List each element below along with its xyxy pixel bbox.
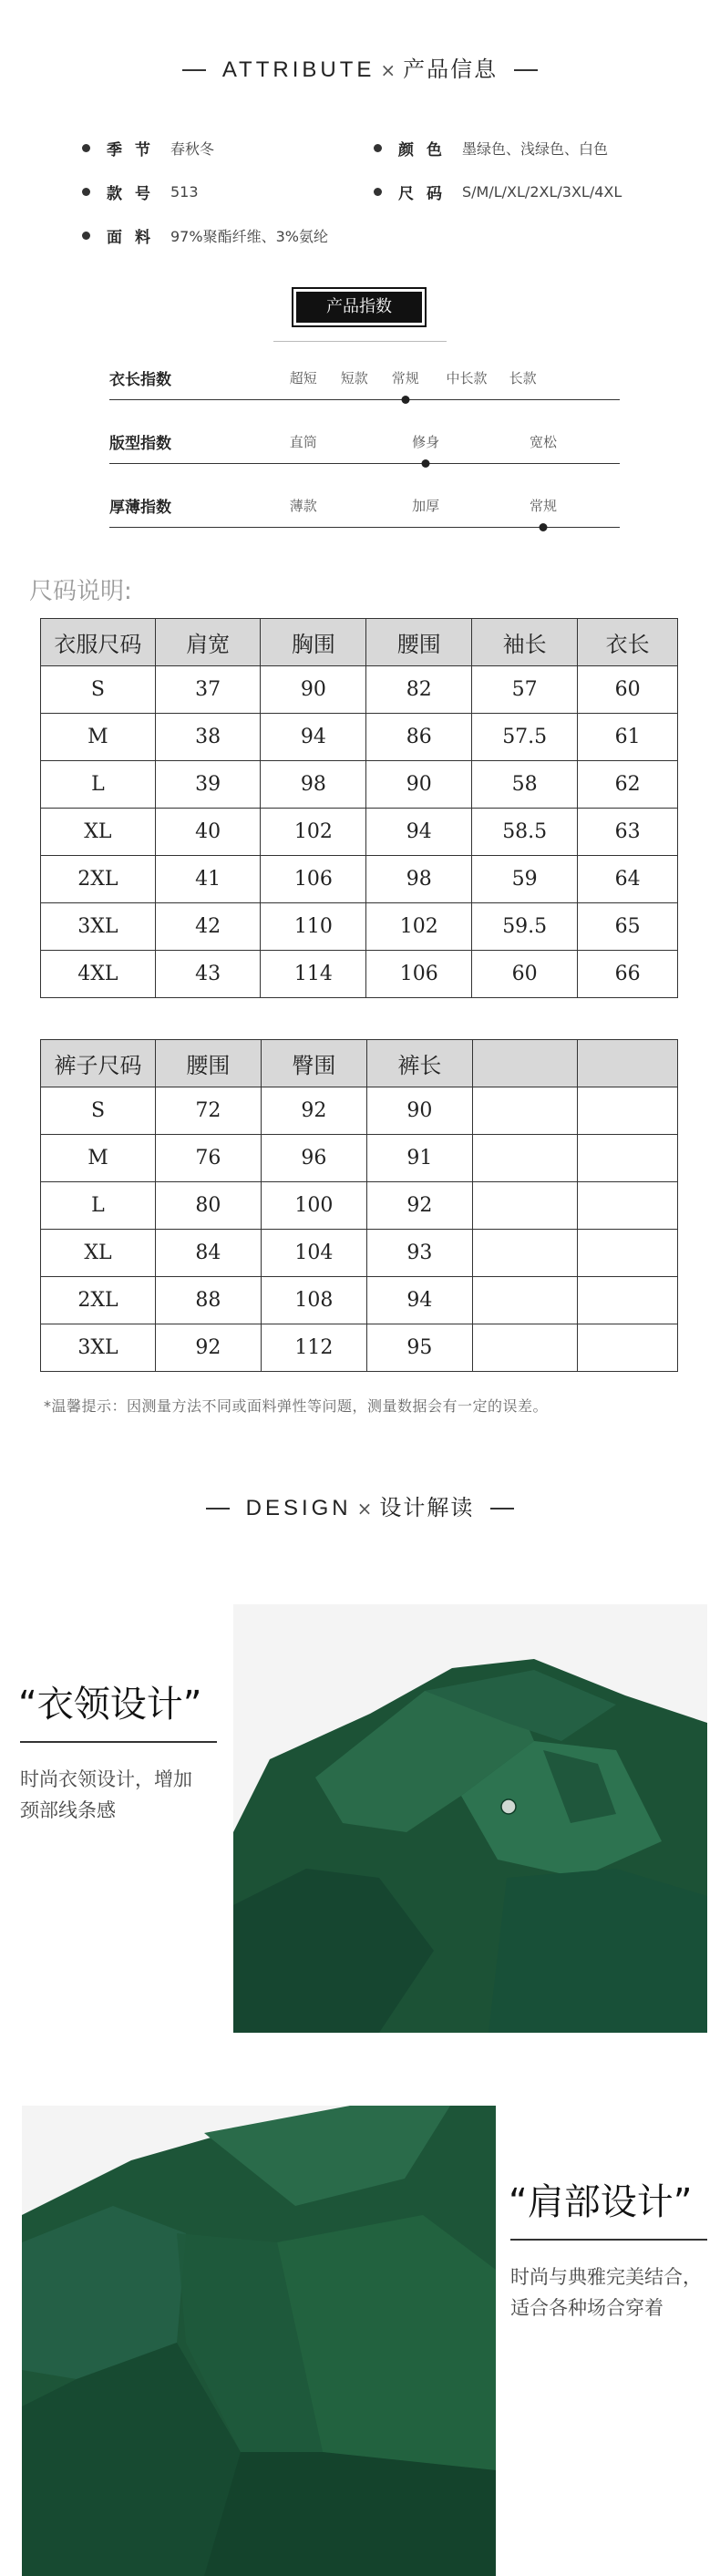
divider	[20, 1741, 217, 1743]
table-cell	[472, 1135, 578, 1182]
table-header-cell: 腰围	[155, 1040, 261, 1087]
table-cell: 95	[366, 1324, 472, 1372]
table-header-cell: 裤子尺码	[41, 1040, 156, 1087]
table-cell: 91	[366, 1135, 472, 1182]
collar-photo	[233, 1604, 707, 2033]
table-cell: 94	[366, 1277, 472, 1324]
table-cell: 59	[472, 856, 578, 903]
index-row-name: 厚薄指数	[109, 499, 171, 517]
index-option: 修身	[412, 434, 440, 450]
table-row	[41, 714, 678, 761]
table-cell: 60	[578, 666, 678, 714]
feature-shoulder-text: 时尚与典雅完美结合， 适合各种场合穿着	[510, 2266, 702, 2319]
index-option: 常规	[529, 498, 558, 514]
table-cell: 3XL	[41, 903, 156, 951]
table-header-cell: 袖长	[472, 619, 578, 666]
table-cell: 108	[261, 1277, 366, 1324]
table-cell: 110	[261, 903, 366, 951]
table-row	[41, 1182, 678, 1230]
table-cell: 43	[155, 951, 261, 998]
index-row-name: 版型指数	[109, 435, 171, 453]
table-row	[41, 666, 678, 714]
table-cell: 4XL	[41, 951, 156, 998]
table-header-cell: 胸围	[261, 619, 366, 666]
table-row	[41, 1230, 678, 1277]
table-cell	[472, 1087, 578, 1135]
table-cell: 88	[155, 1277, 261, 1324]
table-cell: 92	[261, 1087, 366, 1135]
index-marker	[422, 459, 430, 468]
table-cell	[472, 1324, 578, 1372]
table-cell: 106	[366, 951, 472, 998]
table-header-cell: 衣服尺码	[41, 619, 156, 666]
table-cell: 59.5	[472, 903, 578, 951]
shoulder-shirt-image	[22, 2106, 496, 2576]
table-cell: 96	[261, 1135, 366, 1182]
table-cell: 42	[155, 903, 261, 951]
table-cell: 106	[261, 856, 366, 903]
table-cell	[578, 1087, 678, 1135]
table-row	[41, 951, 678, 998]
table-cell: 90	[366, 761, 472, 809]
table-cell: 102	[366, 903, 472, 951]
table-cell: XL	[41, 1230, 156, 1277]
table-cell: 37	[155, 666, 261, 714]
table-cell: 98	[261, 761, 366, 809]
shoulder-photo	[22, 2106, 496, 2576]
table-cell	[472, 1230, 578, 1277]
index-option: 薄款	[289, 498, 317, 514]
index-option: 长款	[509, 370, 537, 386]
index-marker	[540, 523, 548, 531]
index-row-name: 衣长指数	[109, 371, 171, 389]
top-size-table	[40, 618, 678, 998]
index-option: 直筒	[289, 434, 317, 450]
table-cell: 62	[578, 761, 678, 809]
table-header-cell: 裤长	[366, 1040, 472, 1087]
table-cell: 61	[578, 714, 678, 761]
table-cell	[578, 1182, 678, 1230]
table-cell: 100	[261, 1182, 366, 1230]
attr-model: 款号 513	[82, 180, 199, 203]
index-track	[109, 399, 620, 400]
feature-shoulder-title: “肩部设计”	[509, 2181, 693, 2223]
index-option: 短款	[340, 370, 368, 386]
table-cell: 2XL	[41, 1277, 156, 1324]
index-option: 宽松	[529, 434, 558, 450]
table-row	[41, 809, 678, 856]
table-cell: 93	[366, 1230, 472, 1277]
index-marker	[401, 396, 409, 404]
design-header: DESIGN × 设计解读	[0, 1489, 720, 1521]
table-cell: M	[41, 714, 156, 761]
table-cell: 94	[261, 714, 366, 761]
table-cell: 90	[366, 1087, 472, 1135]
table-cell: 112	[261, 1324, 366, 1372]
table-cell: 72	[155, 1087, 261, 1135]
pants-size-table	[40, 1039, 678, 1372]
divider	[510, 2239, 707, 2241]
table-header-cell: 臀围	[261, 1040, 366, 1087]
table-cell: 98	[366, 856, 472, 903]
table-cell: 58	[472, 761, 578, 809]
index-option: 常规	[391, 370, 419, 386]
index-row	[109, 494, 620, 540]
table-cell: 94	[366, 809, 472, 856]
index-option: 超短	[289, 370, 317, 386]
table-cell: 82	[366, 666, 472, 714]
table-cell: 57	[472, 666, 578, 714]
table-cell	[578, 1230, 678, 1277]
table-cell: 58.5	[472, 809, 578, 856]
table-row	[41, 1324, 678, 1372]
table-cell	[472, 1277, 578, 1324]
table-cell: 65	[578, 903, 678, 951]
table-cell: 60	[472, 951, 578, 998]
attr-season: 季节 春秋冬	[82, 137, 214, 160]
table-cell: 39	[155, 761, 261, 809]
table-cell: 104	[261, 1230, 366, 1277]
index-row	[109, 430, 620, 476]
table-row	[41, 1135, 678, 1182]
feature-collar-title: “衣领设计”	[18, 1684, 202, 1726]
collar-shirt-image	[233, 1604, 707, 2033]
attribute-header: ATTRIBUTE × 产品信息	[0, 51, 720, 83]
table-cell: L	[41, 761, 156, 809]
table-header-cell	[578, 1040, 678, 1087]
table-row	[41, 1087, 678, 1135]
table-cell: 38	[155, 714, 261, 761]
feature-collar-text: 时尚衣领设计，增加 颈部线条感	[20, 1768, 192, 1821]
table-cell	[578, 1324, 678, 1372]
table-cell: 86	[366, 714, 472, 761]
table-cell: M	[41, 1135, 156, 1182]
index-option: 加厚	[412, 498, 440, 514]
size-heading: 尺码说明:	[29, 578, 132, 605]
table-header-cell: 肩宽	[155, 619, 261, 666]
table-cell: 114	[261, 951, 366, 998]
index-track	[109, 463, 620, 464]
table-cell	[578, 1277, 678, 1324]
table-header-cell: 腰围	[366, 619, 472, 666]
table-cell: S	[41, 1087, 156, 1135]
measurement-note: *温馨提示：因测量方法不同或面料弹性等问题，测量数据会有一定的误差。	[44, 1397, 549, 1415]
table-cell: 76	[155, 1135, 261, 1182]
attr-fabric: 面料 97%聚酯纤维、3%氨纶	[82, 224, 328, 247]
table-cell: 41	[155, 856, 261, 903]
table-cell: 57.5	[472, 714, 578, 761]
table-cell: 80	[155, 1182, 261, 1230]
attr-size: 尺码 S/M/L/XL/2XL/3XL/4XL	[374, 180, 622, 203]
attr-color: 颜色 墨绿色、浅绿色、白色	[374, 137, 608, 160]
table-cell: XL	[41, 809, 156, 856]
table-cell: 66	[578, 951, 678, 998]
table-cell: 3XL	[41, 1324, 156, 1372]
table-row	[41, 856, 678, 903]
table-cell: 102	[261, 809, 366, 856]
table-row	[41, 903, 678, 951]
table-cell: S	[41, 666, 156, 714]
table-row	[41, 1277, 678, 1324]
table-cell	[472, 1182, 578, 1230]
table-cell: 90	[261, 666, 366, 714]
table-row	[41, 761, 678, 809]
table-cell	[578, 1135, 678, 1182]
index-option: 中长款	[446, 370, 488, 386]
table-cell: 92	[366, 1182, 472, 1230]
table-cell: 64	[578, 856, 678, 903]
table-cell: L	[41, 1182, 156, 1230]
table-cell: 84	[155, 1230, 261, 1277]
table-header-cell: 衣长	[578, 619, 678, 666]
product-index-badge: 产品指数	[296, 292, 422, 323]
table-header-cell	[472, 1040, 578, 1087]
table-cell: 92	[155, 1324, 261, 1372]
table-cell: 2XL	[41, 856, 156, 903]
index-row	[109, 366, 620, 412]
table-cell: 63	[578, 809, 678, 856]
table-cell: 40	[155, 809, 261, 856]
divider	[273, 341, 447, 342]
